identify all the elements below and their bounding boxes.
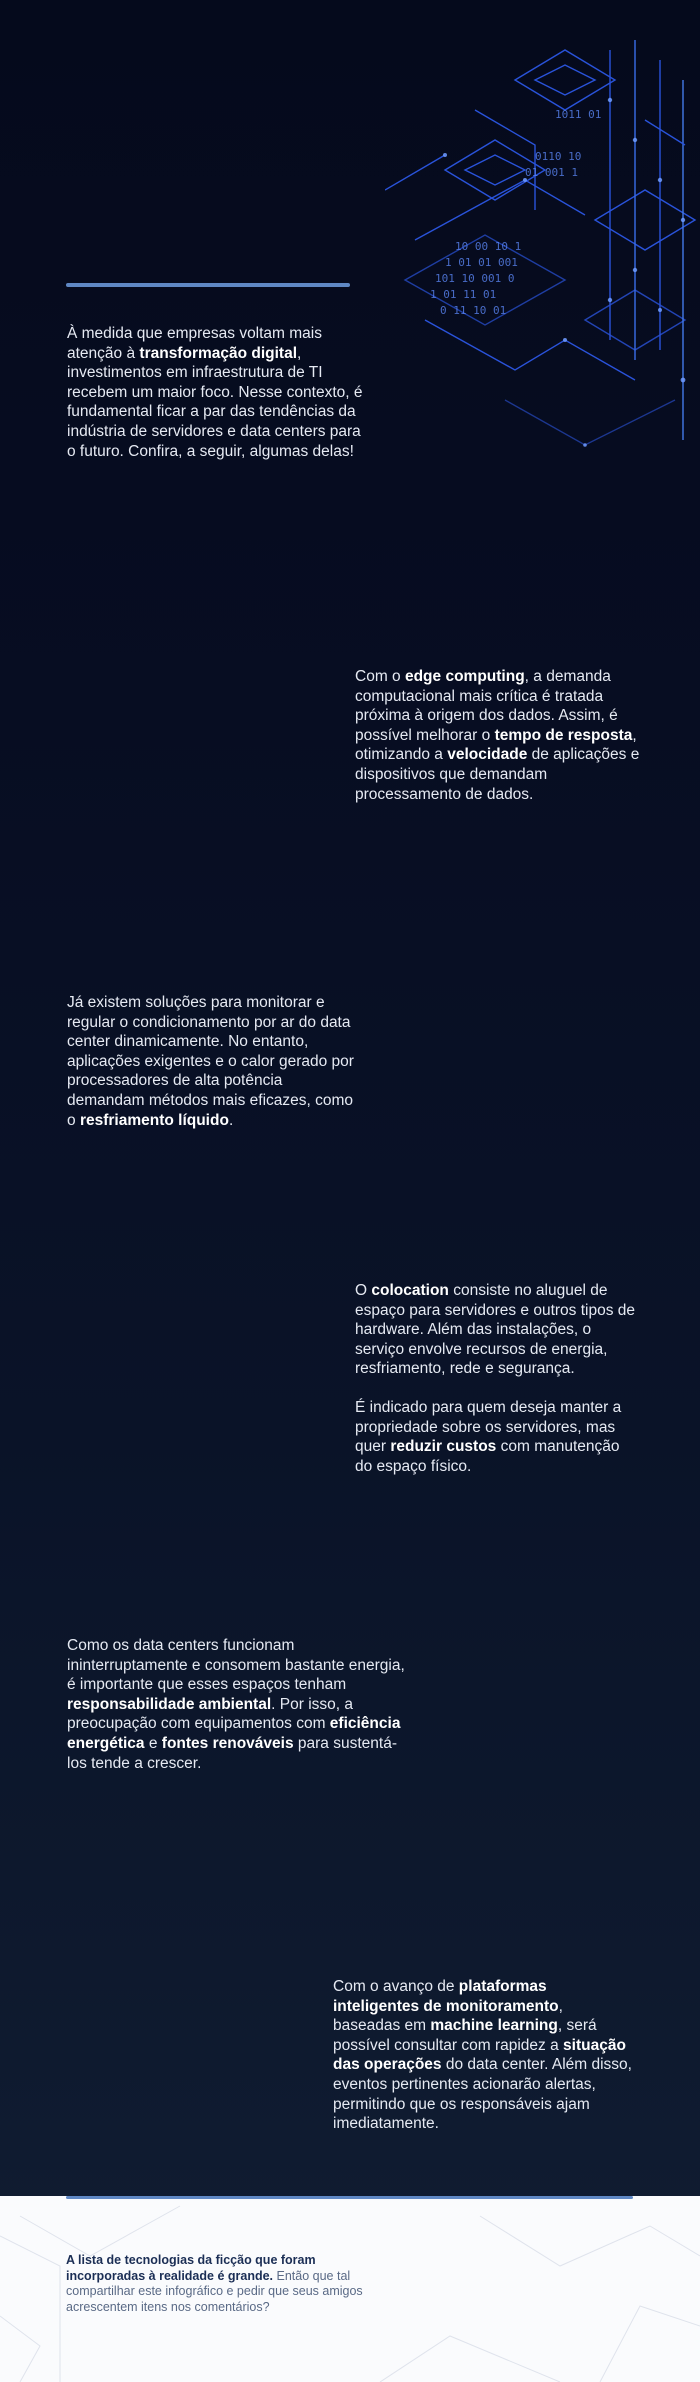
edge-computing-paragraph [355, 667, 650, 804]
colocation-paragraph [355, 1281, 640, 1476]
sustainability-paragraph [67, 1636, 407, 1773]
footer-section [0, 2196, 700, 2382]
sustainability-text: e [144, 1734, 162, 1752]
edge-highlight: tempo de resposta [494, 726, 633, 744]
sustainability-highlight: fontes renováveis [161, 1734, 294, 1752]
top-divider [66, 283, 350, 287]
colocation-text: consiste no aluguel de espaço para servidores e outros tipos de hardware. Além das instalações, o serviço envolve recursos de energia, resfriamento, rede e segurança. [355, 1282, 636, 1378]
svg-text:10 00 10 1: 10 00 10 1 [455, 240, 522, 253]
cooling-text: . [228, 1111, 234, 1129]
svg-text:01 001 1: 01 001 1 [525, 166, 578, 179]
edge-text: , otimizando a [355, 726, 637, 764]
edge-text: , a demanda computacional mais crítica é tratada próxima à origem dos dados. Assim, é possível melhorar o [355, 668, 618, 744]
monitoring-highlight: situação das operações [333, 2036, 626, 2074]
cooling-paragraph [67, 993, 359, 1130]
sustainability-text: Como os data centers funcionam ininterruptamente e consomem bastante energia, é importante que esses espaços tenham [67, 1637, 405, 1694]
footer-text: Então que tal compartilhar este infográfico e pedir que seus amigos acrescentem itens nos comentários? [66, 2268, 363, 2314]
svg-text:0110 10: 0110 10 [535, 150, 582, 163]
monitoring-text: Com o avanço de [333, 1978, 459, 1995]
monitoring-text: , baseadas em [333, 1997, 563, 2035]
circuit-board-illustration [385, 20, 700, 540]
svg-text:101 10 001 0: 101 10 001 0 [435, 272, 515, 285]
colocation-text: O [355, 1282, 372, 1299]
colocation-highlight: colocation [371, 1282, 449, 1299]
monitoring-text: do data center. Além disso, eventos pertinentes acionarão alertas, permitindo que os responsáveis ajam imediatamente. [333, 2056, 632, 2133]
cooling-highlight: resfriamento líquido [79, 1111, 229, 1129]
sustainability-text: . Por isso, a preocupação com equipamentos com [67, 1695, 353, 1733]
colocation-paragraph-2 [355, 1398, 640, 1476]
monitoring-paragraph [333, 1977, 633, 2134]
svg-text:1 01 11 01: 1 01 11 01 [430, 288, 497, 301]
sustainability-highlight: responsabilidade ambiental [67, 1695, 272, 1713]
edge-highlight: velocidade [447, 746, 528, 764]
footer-message [66, 2253, 376, 2315]
colocation-text: com manutenção do espaço físico. [355, 1438, 620, 1475]
footer-divider [66, 2196, 633, 2199]
colocation-text: É indicado para quem deseja manter a propriedade sobre os servidores, mas quer [355, 1398, 622, 1456]
edge-highlight: edge computing [404, 668, 525, 685]
sustainability-highlight: eficiência energética [67, 1715, 401, 1752]
intro-text-end: , investimentos em infraestrutura de TI recebem um maior foco. Nesse contexto, é fundamental ficar a par das tendências da indústria de servidores e data centers para o futuro. Confira, a seguir, algumas delas! [67, 344, 363, 460]
monitoring-text: , será possível consultar com rapidez a [333, 2017, 597, 2054]
colocation-highlight: reduzir custos [390, 1438, 497, 1456]
intro-text: À medida que empresas voltam mais atenção à [67, 325, 323, 362]
colocation-paragraph-1 [355, 1281, 640, 1379]
intro-paragraph [67, 324, 367, 461]
svg-text:1011 01: 1011 01 [555, 108, 602, 121]
svg-text:0 11 10 01: 0 11 10 01 [440, 304, 507, 317]
cooling-text: Já existem soluções para monitorar e regular o condicionamento por ar do data center dinamicamente. No entanto, aplicações exigentes e o calor gerado por processadores de alta potência demandam métodos mais eficazes, como o [67, 994, 354, 1129]
monitoring-highlight: plataformas inteligentes de monitoramento [333, 1978, 559, 2015]
intro-highlight: transformação digital [139, 344, 298, 362]
edge-text: de aplicações e dispositivos que demandam processamento de dados. [355, 746, 640, 803]
footer-highlight: A lista de tecnologias da ficção que foram incorporadas à realidade é grande. [66, 2253, 316, 2283]
edge-text: Com o [355, 668, 405, 685]
sustainability-text: para sustentá-los tende a crescer. [67, 1734, 397, 1772]
svg-text:1 01 01 001: 1 01 01 001 [445, 256, 518, 269]
monitoring-highlight: machine learning [430, 2017, 558, 2035]
